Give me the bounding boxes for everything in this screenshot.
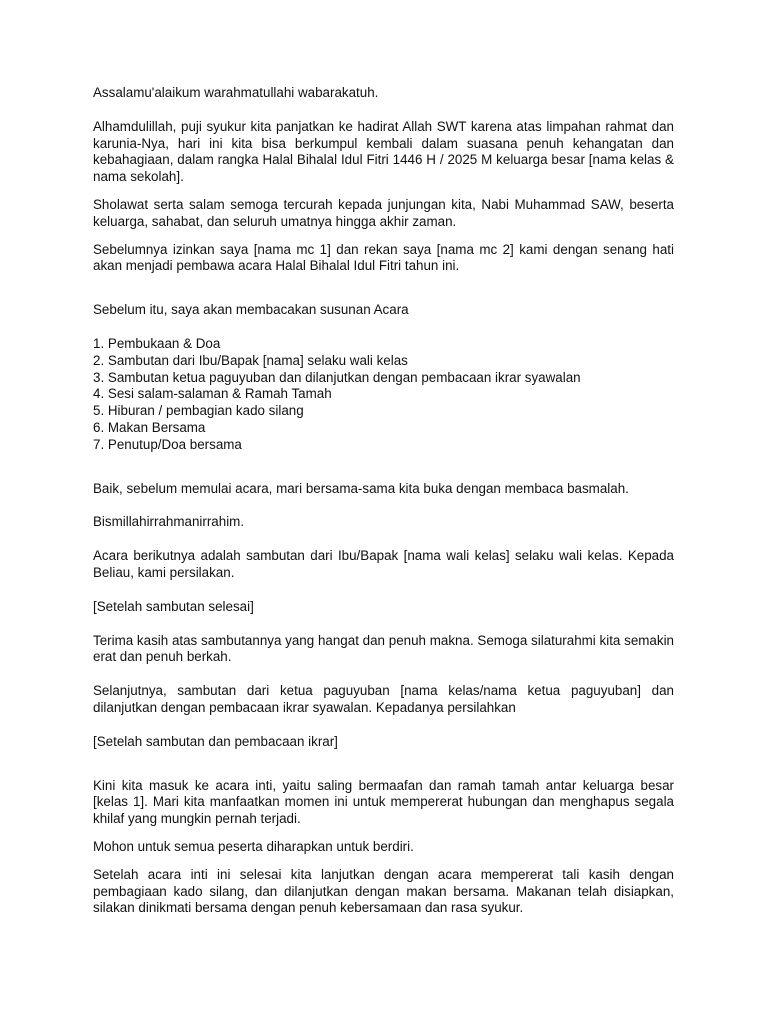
paragraph-thanks: Terima kasih atas sambutannya yang hangat dan penuh makna. Semoga silaturahmi kita semakin erat dan penuh berkah. [93,632,674,665]
paragraph-wali-kelas-speech: Acara berikutnya adalah sambutan dari Ibu/Bapak [nama wali kelas] selaku wali kelas. Kepada Beliau, kami persilakan. [93,548,674,580]
agenda-list [93,336,674,454]
paragraph-berdiri: Mohon untuk semua peserta diharapkan untuk berdiri. [93,838,414,854]
paragraph-ketua-paguyuban: Selanjutnya, sambutan dari ketua paguyuban [nama kelas/nama ketua paguyuban] dan dilanjutkan dengan pembacaan ikrar syawalan. Kepadanya persilahkan [93,683,674,715]
paragraph-agenda-intro: Sebelum itu, saya akan membacakan susunan Acara [93,302,409,318]
stage-note-after-ikrar: [Setelah sambutan dan pembacaan ikrar] [93,733,338,749]
paragraph-sholawat: Sholawat serta salam semoga tercurah kepada junjungan kita, Nabi Muhammad SAW, beserta keluarga, sahabat, dan seluruh umatnya hingga akhir zaman. [93,196,674,229]
agenda-item: 4. Sesi salam-salaman & Ramah Tamah [93,386,332,402]
paragraph-kado-silang: Setelah acara inti ini selesai kita lanjutkan dengan acara mempererat tali kasih dengan pembagiaan kado silang, dan dilanjutkan dengan makan bersama. Makanan telah disiapkan, silakan dinikmati bersama dengan penuh kebersamaan dan rasa syukur. [93,866,674,916]
paragraph-basmalah-invite: Baik, sebelum memulai acara, mari bersama-sama kita buka dengan membaca basmalah. [93,480,629,496]
paragraph-acara-inti: Kini kita masuk ke acara inti, yaitu saling bermaafan dan ramah tamah antar keluarga besar [kelas 1]. Mari kita manfaatkan momen ini untuk mempererat hubungan dan menghapus segala khilaf yang mungkin pernah terjadi. [93,777,674,827]
agenda-item: 7. Penutup/Doa bersama [93,436,242,452]
stage-note-after-speech: [Setelah sambutan selesai] [93,598,254,614]
agenda-item: 1. Pembukaan & Doa [93,335,221,351]
agenda-item: 2. Sambutan dari Ibu/Bapak [nama] selaku wali kelas [93,352,408,368]
paragraph-mc-introduction: Sebelumnya izinkan saya [nama mc 1] dan rekan saya [nama mc 2] kami dengan senang hati akan menjadi pembawa acara Halal Bihalal Idul Fitri tahun ini. [93,241,674,274]
greeting: Assalamu'alaikum warahmatullahi wabarakatuh. [93,85,379,100]
agenda-item: 5. Hiburan / pembagian kado silang [93,403,304,419]
agenda-item: 6. Makan Bersama [93,419,206,435]
paragraph-opening-praise: Alhamdulillah, puji syukur kita panjatkan ke hadirat Allah SWT karena atas limpahan rahmat dan karunia-Nya, hari ini kita bisa berkumpul kembali dalam suasana penuh kehangatan dan kebahagiaan, dalam rangka Halal Bihalal Idul Fitri 1446 H / 2025 M keluarga besar [nama kelas & nama sekolah]. [93,118,674,185]
document-page [93,85,674,917]
agenda-item: 3. Sambutan ketua paguyuban dan dilanjutkan dengan pembacaan ikrar syawalan [93,369,581,385]
paragraph-bismillah: Bismillahirrahmanirrahim. [93,514,245,530]
